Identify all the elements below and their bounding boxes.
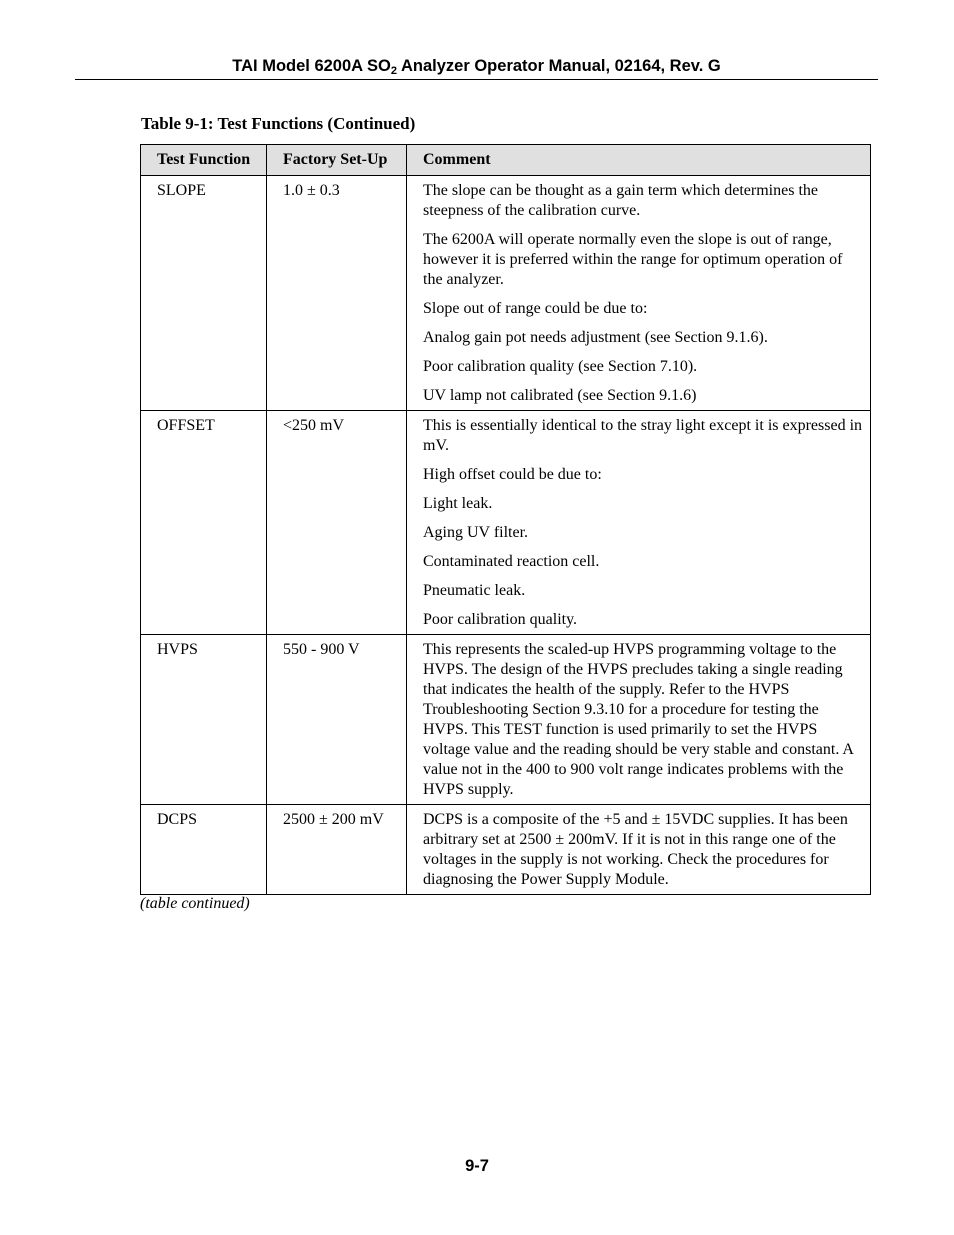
- column-header-comment: Comment: [407, 145, 871, 176]
- column-header-factory-setup: Factory Set-Up: [267, 145, 407, 176]
- comment-cell: [407, 805, 871, 895]
- comment-paragraph: DCPS is a composite of the +5 and ± 15VDC supplies. It has been arbitrary set at 2500 ± 200mV. If it is not in this range one of the voltages in the supply is not working. Check the procedures for diagnosing the Power Supply Module.: [423, 811, 848, 888]
- factory-setup-cell: 1.0 ± 0.3: [267, 176, 407, 411]
- table-title: Table 9-1: Test Functions (Continued): [141, 114, 416, 133]
- comment-cell: [407, 411, 871, 635]
- comment-paragraph: This represents the scaled-up HVPS programming voltage to the HVPS. The design of the HVPS precludes taking a single reading that indicates the health of the supply. Refer to the HVPS Troubleshooting Section 9.3.10 for a procedure for testing the HVPS. This TEST function is used primarily to set the HVPS voltage value and the reading should be very stable and constant. A value not in the 400 to 900 volt range indicates problems with the HVPS supply.: [423, 641, 854, 798]
- comment-paragraph: Poor calibration quality (see Section 7.10).: [423, 358, 698, 375]
- header-text-pre: TAI Model 6200A SO: [232, 57, 391, 75]
- factory-setup-cell: 550 - 900 V: [267, 635, 407, 805]
- table-row-slope: [141, 176, 871, 411]
- comment-paragraph: Slope out of range could be due to:: [423, 300, 648, 317]
- header-subscript: 2: [390, 65, 398, 77]
- factory-setup-cell: 2500 ± 200 mV: [267, 805, 407, 895]
- table-row-dcps: [141, 805, 871, 895]
- comment-paragraph: Aging UV filter.: [423, 524, 529, 541]
- test-functions-table: [140, 144, 871, 895]
- page-number: 9-7: [465, 1157, 489, 1175]
- comment-paragraph: Pneumatic leak.: [423, 582, 526, 599]
- test-function-cell: DCPS: [141, 805, 267, 895]
- table-row-offset: [141, 411, 871, 635]
- header-text-post: Analyzer Operator Manual, 02164, Rev. G: [397, 57, 721, 75]
- test-function-cell: HVPS: [141, 635, 267, 805]
- comment-cell: [407, 176, 871, 411]
- factory-setup-cell: <250 mV: [267, 411, 407, 635]
- comment-paragraph: Contaminated reaction cell.: [423, 553, 600, 570]
- table-continued-note: (table continued): [140, 895, 250, 912]
- column-header-test-function: Test Function: [141, 145, 267, 176]
- comment-paragraph: High offset could be due to:: [423, 466, 602, 483]
- header-rule: [75, 79, 878, 80]
- test-function-cell: OFFSET: [141, 411, 267, 635]
- comment-paragraph: UV lamp not calibrated (see Section 9.1.6): [423, 387, 697, 404]
- table-row-hvps: [141, 635, 871, 805]
- comment-cell: [407, 635, 871, 805]
- comment-paragraph: Analog gain pot needs adjustment (see Section 9.1.6).: [423, 329, 768, 346]
- test-function-cell: SLOPE: [141, 176, 267, 411]
- comment-paragraph: Light leak.: [423, 495, 493, 512]
- comment-paragraph: The 6200A will operate normally even the slope is out of range, however it is preferred within the range for optimum operation of the analyzer.: [423, 231, 843, 288]
- comment-paragraph: This is essentially identical to the stray light except it is expressed in mV.: [423, 417, 863, 454]
- running-header: [75, 57, 878, 77]
- table-header-row: [141, 145, 871, 176]
- comment-paragraph: Poor calibration quality.: [423, 611, 578, 628]
- comment-paragraph: The slope can be thought as a gain term which determines the steepness of the calibration curve.: [423, 182, 818, 219]
